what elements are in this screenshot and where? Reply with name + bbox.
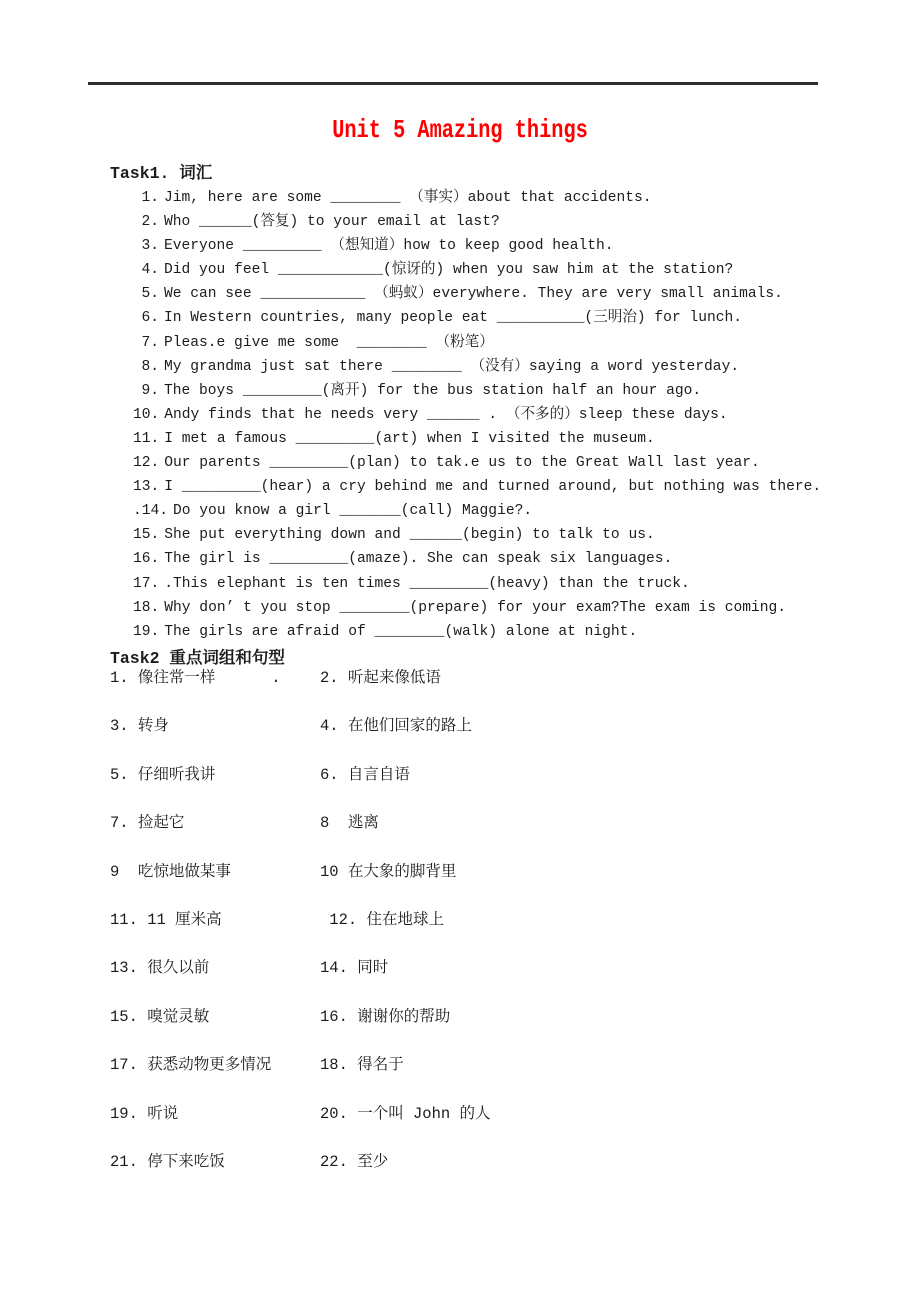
item-text: We can see ____________ （蚂蚁）everywhere. They are very small animals. xyxy=(164,286,783,303)
item-text: Jim, here are some ________ （事实）about that accidents. xyxy=(164,190,652,206)
task1-item xyxy=(133,210,903,234)
item-text: Everyone _________ （想知道）how to keep good health. xyxy=(164,238,614,255)
phrase-right: 18. 得名于 xyxy=(320,1056,404,1075)
item-number: 8. xyxy=(141,358,159,375)
task2-row xyxy=(110,716,830,764)
task1-item xyxy=(133,186,903,210)
task2-row xyxy=(110,1055,830,1103)
item-number: .14. xyxy=(133,503,169,520)
task2-row xyxy=(110,862,830,910)
item-text: Our parents _________(plan) to tak.e us to the Great Wall last year. xyxy=(164,455,760,472)
task1-heading: Task1. 词汇 xyxy=(110,164,213,183)
task2-row xyxy=(110,1152,830,1200)
phrase-left: 11. 11 厘米高 xyxy=(110,910,222,929)
item-text: The girls are afraid of ________(walk) alone at night. xyxy=(164,623,638,640)
phrase-right: 6. 自言自语 xyxy=(320,765,410,784)
item-text: Pleas.e give me some ________ （粉笔） xyxy=(164,334,494,351)
phrase-right: 22. 至少 xyxy=(320,1152,389,1171)
item-text: She put everything down and ______(begin) to talk to us. xyxy=(164,527,655,544)
task1-item xyxy=(133,572,903,596)
item-text: I _________(hear) a cry behind me and turned around, but nothing was there. xyxy=(164,479,822,496)
item-text: .This elephant is ten times _________(heavy) than the truck. xyxy=(164,575,690,592)
task2-list xyxy=(110,668,830,1200)
item-number: 17. xyxy=(133,575,160,592)
task1-item xyxy=(133,475,903,499)
item-text: Why don’ t you stop ________(prepare) for your exam?The exam is coming. xyxy=(164,599,787,616)
item-number: 15. xyxy=(133,527,160,544)
task1-item xyxy=(133,331,903,355)
item-text: I met a famous _________(art) when I visited the museum. xyxy=(164,430,655,447)
header-rule xyxy=(88,82,818,85)
phrase-right: 16. 谢谢你的帮助 xyxy=(320,1007,451,1026)
item-number: 12. xyxy=(133,455,160,472)
task2-row xyxy=(110,813,830,861)
item-number: 3. xyxy=(141,238,159,255)
item-text: Did you feel ____________(惊讶的) when you saw him at the station? xyxy=(164,262,734,279)
task2-row xyxy=(110,1104,830,1152)
item-number: 9. xyxy=(141,382,159,399)
item-number: 6. xyxy=(141,310,159,327)
phrase-left: 7. 捡起它 xyxy=(110,814,185,833)
phrase-right: 12. 住在地球上 xyxy=(320,910,445,929)
item-number: 4. xyxy=(141,262,159,279)
item-text: In Western countries, many people eat __________(三明治) for lunch. xyxy=(164,310,742,327)
task2-heading: Task2 重点词组和句型 xyxy=(110,649,285,668)
item-text: Do you know a girl _______(call) Maggie?. xyxy=(173,503,533,520)
phrase-right: 14. 同时 xyxy=(320,959,389,978)
phrase-left: 5. 仔细听我讲 xyxy=(110,765,216,784)
task1-item xyxy=(133,620,903,644)
task1-list xyxy=(133,186,903,644)
task1-item xyxy=(133,596,903,620)
item-text: The girl is _________(amaze). She can speak six languages. xyxy=(164,551,673,568)
phrase-left: 21. 停下来吃饭 xyxy=(110,1152,225,1171)
item-number: 13. xyxy=(133,479,160,496)
phrase-right: 10 在大象的脚背里 xyxy=(320,862,457,881)
task2-row xyxy=(110,958,830,1006)
task1-item xyxy=(133,547,903,571)
item-number: 16. xyxy=(133,551,160,568)
task1-item xyxy=(133,451,903,475)
phrase-left: 19. 听说 xyxy=(110,1104,179,1123)
phrase-right: 8 逃离 xyxy=(320,814,379,833)
item-number: 5. xyxy=(141,286,159,303)
task1-item xyxy=(133,282,903,306)
item-number: 1. xyxy=(141,190,159,206)
task1-item xyxy=(133,234,903,258)
item-number: 18. xyxy=(133,599,160,616)
page-title: Unit 5 Amazing things xyxy=(332,115,588,145)
phrase-left: 1. 像往常一样 . xyxy=(110,669,281,687)
task2-row xyxy=(110,1007,830,1055)
task2-row xyxy=(110,765,830,813)
task1-item xyxy=(133,379,903,403)
item-number: 7. xyxy=(141,334,159,351)
task1-item xyxy=(133,499,903,523)
phrase-right: 20. 一个叫 John 的人 xyxy=(320,1104,491,1123)
item-number: 11. xyxy=(133,430,160,447)
task1-item xyxy=(133,523,903,547)
item-number: 10. xyxy=(133,406,160,423)
phrase-right: 2. 听起来像低语 xyxy=(320,669,441,687)
item-number: 19. xyxy=(133,623,160,640)
task1-item xyxy=(133,355,903,379)
task2-row xyxy=(110,668,830,716)
phrase-left: 15. 嗅觉灵敏 xyxy=(110,1007,210,1026)
task1-item xyxy=(133,306,903,330)
item-text: The boys _________(离开) for the bus station half an hour ago. xyxy=(164,382,702,399)
phrase-left: 9 吃惊地做某事 xyxy=(110,862,231,881)
phrase-left: 17. 获悉动物更多情况 xyxy=(110,1056,272,1075)
item-number: 2. xyxy=(141,214,159,231)
task1-item xyxy=(133,258,903,282)
task1-item xyxy=(133,427,903,451)
phrase-left: 3. 转身 xyxy=(110,717,169,736)
item-text: My grandma just sat there ________ （没有）saying a word yesterday. xyxy=(164,358,740,375)
item-text: Who ______(答复) to your email at last? xyxy=(164,214,500,231)
task1-item xyxy=(133,403,903,427)
item-text: Andy finds that he needs very ______ . （不多的）sleep these days. xyxy=(164,406,728,423)
phrase-right: 4. 在他们回家的路上 xyxy=(320,717,472,736)
task2-row xyxy=(110,910,830,958)
phrase-left: 13. 很久以前 xyxy=(110,959,210,978)
